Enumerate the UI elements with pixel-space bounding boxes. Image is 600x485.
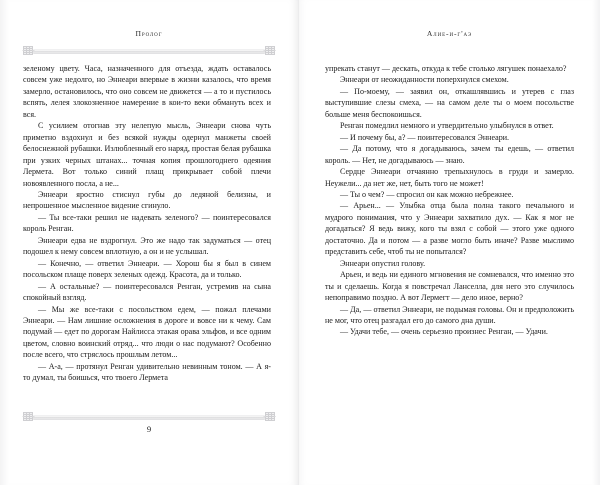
paragraph: — Да, — ответил Эннеари, не подымая головы. Он и предположить не мог, что отец разгадал его до самого дна души. [325,304,574,325]
rule-bar [33,415,265,420]
paragraph: зеленому цвету. Часа, назначенного для отъезда, ждать оставалось совсем уже недолго, но Эннеари впервые в жизни казалось, что время замерло, остановилось, что оно совсем не движется — а то и пустилось вспять, лелея злокозненное намерение в кои-то веки обмануть всех и вся. [23,64,271,119]
paragraph: Эннеари опустил голову. [340,258,426,268]
right-page-running-head: Алие-и-г'аэ [426,29,473,38]
paragraph: Эннеари яростно стиснул губы до ледяной белизны, и непрошенное мысленное видение сгинуло. [23,189,271,211]
left-page [0,0,299,485]
paragraph: — Арьен... — Улыбка отца была полна такого печального и мудрого понимания, что у Эннеари захватило дух. — Как я мог не догадаться? Я ведь вижу, кого ты взял с собой — этого уже одного достаточно. Да и потом — а разве могло быть иначе? Разве мыслимо представить себе, чтоб ты не попытался? [325,201,574,257]
paragraph: — А-а, — протянул Ренган удивительно невинным тоном. — А я-то думал, ты боишься, что твоего Лермета [23,361,271,383]
bottom-ornamental-rule [22,410,276,423]
paragraph: — Мы же все-таки с посольством едем, — пожал плечами Эннеари. — Нам лишние осложнения в дороге и вовсе ни к чему. Сам подумай — едет по дорогам Найлисса этакая орава эльфов, и все одним цветом, словно воинский отряд... что люди о нас подумают? Особенно после всего, что стряслось прошлым летом... [23,304,271,360]
page-number: 9 [146,424,152,434]
paragraph: — Удачи тебе, — очень серьезно произнес Ренган, — Удачи. [340,327,548,337]
right-page-text-column [325,63,574,338]
paragraph: — А остальные? — поинтересовался Ренган, устремив на сына спокойный взгляд. [23,281,271,303]
rule-end-cap-right-icon [263,44,276,57]
paragraph: упрекать станут — дескать, откуда к тебе столько лягушек понаехало? [325,64,567,73]
paragraph: Ренган помедлил немного и утвердительно улыбнулся в ответ. [340,121,554,131]
paragraph: Эннеари от неожиданности поперхнулся смехом. [340,75,509,85]
paragraph: — Ты о чем? — спросил он как можно небрежнее. [340,189,514,199]
top-ornamental-rule [22,44,276,57]
paragraph: — И почему бы, а? — поинтересовался Эннеари. [340,132,510,142]
rule-end-cap-left-icon [22,44,35,57]
paragraph: — Ты все-таки решил не надевать зеленого? — поинтересовался король Ренган. [23,212,271,234]
paragraph: — По-моему, — заявил он, откашлявшись и утерев с глаз выступившие слезы смеха, — на самом деле ты о моем посольстве больше меня беспокоишься. [325,86,574,119]
paragraph: — Конечно, — ответил Эннеари. — Хорош бы я был в синем посольском плаще поверх зеленых одежд. Красота, да и только. [23,258,271,280]
rule-end-cap-left-icon [22,410,35,423]
paragraph: Арьен, и ведь ни единого мгновения не сомневался, что именно это ты и сделаешь. Когда я повстречал Ланселла, для него это случилось непоправимо поздно. А вот Лермегт — дело иное, верно? [325,270,574,303]
paragraph: — Да потому, что я догадываюсь, зачем ты едешь, — ответил король. — Нет, не догадываюсь — знаю. [325,144,574,165]
rule-end-cap-right-icon [263,410,276,423]
paragraph: Эннеари едва не вздрогнул. Это же надо так задуматься — отец подошел к нему совсем вплотную, а он и не услышал. [23,235,271,257]
rule-bar [33,49,265,54]
left-page-text-column [23,63,271,384]
paragraph: С усилием отогнав эту нелепую мысль, Эннеари снова чуть приметно вздохнул и без всякой нужды одернул манжеты своей белоснежной рубашки. Излюбленный его наряд, простая белая рубашка при узких черных штанах... точная копия прошлогоднего одеяния Лермета. Вот только синий плащ прикрывает собой плечи новоявленного посла, а не... [23,121,271,188]
left-page-running-head: Пролог [135,29,163,38]
paragraph: Сердце Эннеари отчаянно трепыхнулось в груди и замерло. Неужели... да нет же, нет, быть того не может! [325,167,574,188]
right-page [299,0,600,485]
